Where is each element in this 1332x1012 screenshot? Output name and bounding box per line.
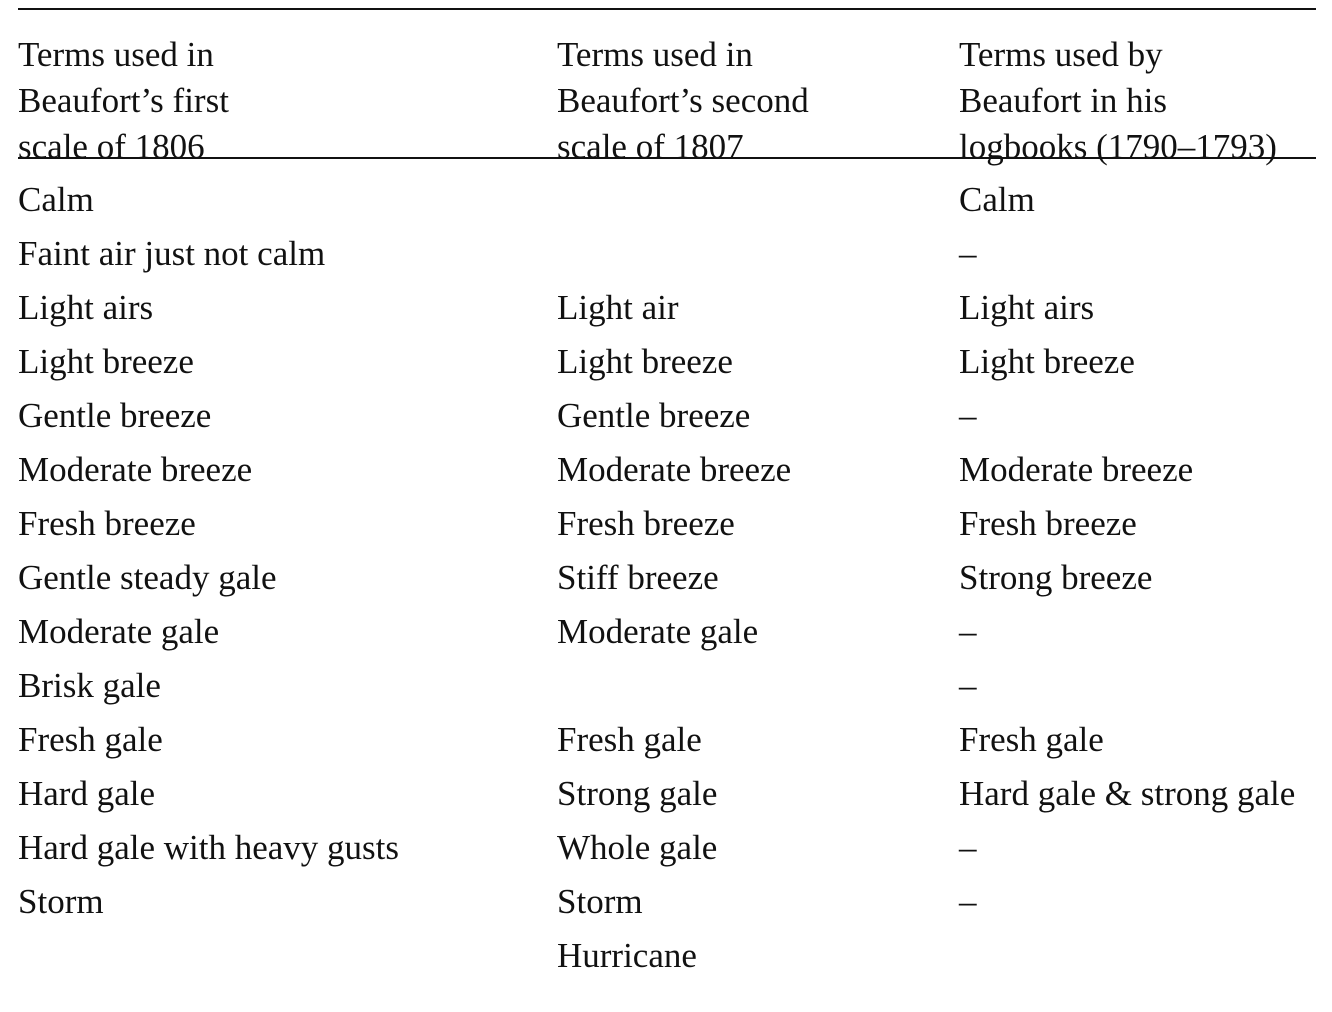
header-second-scale (557, 32, 959, 166)
cell-logbooks (959, 929, 1316, 983)
header-line: scale of 1806 (18, 127, 205, 166)
cell-logbooks: Calm (959, 180, 1035, 219)
header-line: Terms used in (18, 35, 214, 74)
table-row (18, 875, 1316, 929)
table-row (18, 605, 1316, 659)
cell-second-scale: Stiff breeze (557, 558, 719, 597)
cell-first-scale: Hard gale (18, 774, 156, 813)
cell-second-scale: Fresh gale (557, 720, 702, 759)
table-row (18, 713, 1316, 767)
cell-second-scale: Storm (557, 882, 643, 921)
cell-first-scale: Moderate gale (18, 612, 220, 651)
cell-second-scale (557, 659, 959, 713)
cell-second-scale: Light breeze (557, 342, 733, 381)
table-row (18, 389, 1316, 443)
cell-first-scale (18, 929, 557, 983)
cell-second-scale (557, 173, 959, 227)
cell-logbooks: Strong breeze (959, 558, 1153, 597)
cell-second-scale: Whole gale (557, 828, 718, 867)
cell-second-scale: Light air (557, 288, 679, 327)
cell-logbooks: Light breeze (959, 342, 1135, 381)
cell-logbooks: – (959, 234, 977, 273)
beaufort-terms-table (18, 8, 1316, 983)
cell-logbooks: Hard gale & strong gale (959, 774, 1296, 813)
table-row (18, 497, 1316, 551)
table-row (18, 443, 1316, 497)
table-row (18, 821, 1316, 875)
cell-logbooks: – (959, 666, 977, 705)
table-row (18, 929, 1316, 983)
cell-first-scale: Gentle steady gale (18, 558, 277, 597)
cell-second-scale: Moderate gale (557, 612, 759, 651)
cell-second-scale: Gentle breeze (557, 396, 751, 435)
cell-first-scale: Storm (18, 882, 104, 921)
cell-first-scale: Fresh gale (18, 720, 163, 759)
table-row (18, 227, 1316, 281)
header-line: Terms used in (557, 35, 753, 74)
cell-logbooks: – (959, 612, 977, 651)
table-row (18, 281, 1316, 335)
cell-first-scale: Hard gale with heavy gusts (18, 828, 400, 867)
cell-logbooks: Light airs (959, 288, 1095, 327)
header-line: Beaufort’s first (18, 81, 229, 120)
cell-logbooks: Fresh gale (959, 720, 1104, 759)
cell-first-scale: Light airs (18, 288, 154, 327)
cell-logbooks: Moderate breeze (959, 450, 1194, 489)
table-row (18, 767, 1316, 821)
table-row (18, 551, 1316, 605)
table-header-row (18, 10, 1316, 166)
cell-first-scale: Brisk gale (18, 666, 161, 705)
header-line: Terms used by (959, 35, 1163, 74)
cell-second-scale (557, 227, 959, 281)
cell-logbooks: Fresh breeze (959, 504, 1137, 543)
header-line: Beaufort in his (959, 81, 1168, 120)
cell-first-scale: Light breeze (18, 342, 194, 381)
cell-first-scale: Moderate breeze (18, 450, 253, 489)
cell-first-scale: Gentle breeze (18, 396, 212, 435)
cell-second-scale: Moderate breeze (557, 450, 792, 489)
cell-logbooks: – (959, 828, 977, 867)
cell-logbooks: – (959, 396, 977, 435)
cell-logbooks: – (959, 882, 977, 921)
table-row (18, 659, 1316, 713)
header-first-scale (18, 32, 557, 166)
table-row (18, 335, 1316, 389)
header-line: logbooks (1790–1793) (959, 127, 1277, 166)
header-logbooks (959, 32, 1316, 166)
table-body (18, 159, 1316, 983)
cell-first-scale: Faint air just not calm (18, 234, 326, 273)
cell-second-scale: Fresh breeze (557, 504, 735, 543)
cell-first-scale: Calm (18, 180, 94, 219)
header-line: scale of 1807 (557, 127, 744, 166)
header-line: Beaufort’s second (557, 81, 809, 120)
cell-second-scale: Hurricane (557, 936, 697, 975)
cell-first-scale: Fresh breeze (18, 504, 196, 543)
cell-second-scale: Strong gale (557, 774, 718, 813)
table-row (18, 173, 1316, 227)
